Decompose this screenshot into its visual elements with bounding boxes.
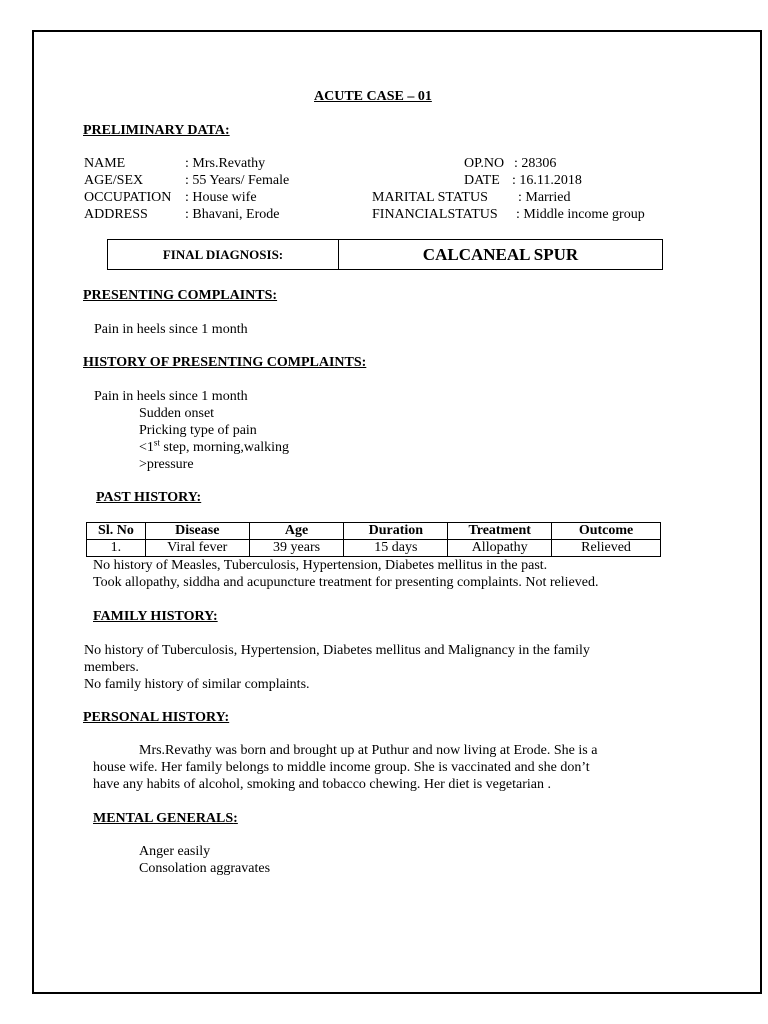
occupation-value: : House wife [185,190,257,205]
marital-value: : Married [518,190,571,205]
opno-label: OP.NO [464,156,505,171]
table-header-row [87,523,661,540]
mental-line2: Consolation aggravates [139,861,271,876]
col-slno: Sl. No [87,523,146,540]
family-line2: members. [84,660,139,675]
past-history-note1: No history of Measles, Tuberculosis, Hypertension, Diabetes mellitus in the past. [93,558,548,573]
past-history-note2: Took allopathy, siddha and acupuncture treatment for presenting complaints. Not relieved. [93,575,599,590]
mental-line1: Anger easily [139,844,211,859]
col-treatment: Treatment [448,523,552,540]
case-title: ACUTE CASE – 01 [314,89,432,104]
financial-value: : Middle income group [516,207,645,222]
hpc-line4-sup: st [153,437,160,448]
age-value: : 55 Years/ Female [185,173,290,188]
hpc-line4 [139,439,289,456]
presenting-text: Pain in heels since 1 month [94,322,248,337]
presenting-heading: PRESENTING COMPLAINTS: [83,288,278,303]
name-label: NAME [84,156,126,171]
age-label: AGE/SEX [84,173,144,188]
mental-generals-heading-wrap [93,810,238,827]
cell-outcome: Relieved [552,540,661,557]
col-outcome: Outcome [552,523,661,540]
cell-treatment: Allopathy [448,540,552,557]
final-diagnosis-label: FINAL DIAGNOSIS: [108,240,339,269]
cell-age: 39 years [249,540,344,557]
address-value: : Bhavani, Erode [185,207,280,222]
date-value: : 16.11.2018 [512,173,582,188]
cell-disease: Viral fever [145,540,249,557]
family-line1: No history of Tuberculosis, Hypertension, Diabetes mellitus and Malignancy in the family [84,643,590,658]
hpc-line3: Pricking type of pain [139,423,257,438]
personal-line3: have any habits of alcohol, smoking and tobacco chewing. Her diet is vegetarian . [93,777,551,792]
hpc-line5: >pressure [139,457,194,472]
col-disease: Disease [145,523,249,540]
family-history-heading: FAMILY HISTORY: [93,609,218,624]
past-history-table [86,522,661,557]
address-label: ADDRESS [84,207,148,222]
final-diagnosis-box [107,239,663,270]
preliminary-heading: PRELIMINARY DATA: [83,123,230,138]
opno-value: : 28306 [514,156,557,171]
mental-generals-heading: MENTAL GENERALS [93,811,234,826]
mental-generals-colon: : [233,811,238,826]
occupation-label: OCCUPATION [84,190,172,205]
marital-label: MARITAL STATUS [372,190,488,205]
personal-line1: Mrs.Revathy was born and brought up at Puthur and now living at Erode. She is a [139,743,598,758]
cell-duration: 15 days [344,540,448,557]
family-line3: No family history of similar complaints. [84,677,310,692]
hpc-line2: Sudden onset [139,406,215,421]
name-value: : Mrs.Revathy [185,156,266,171]
hpc-line1: Pain in heels since 1 month [94,389,248,404]
final-diagnosis-value: CALCANEAL SPUR [422,244,579,264]
col-duration: Duration [344,523,448,540]
hpc-line4-pre: <1 [139,440,154,455]
personal-line2: house wife. Her family belongs to middle income group. She is vaccinated and she don’t [93,760,590,775]
hpc-line4-post: step, morning,walking [159,440,290,455]
past-history-heading: PAST HISTORY: [96,490,202,505]
history-presenting-heading: HISTORY OF PRESENTING COMPLAINTS: [83,355,367,370]
personal-history-heading: PERSONAL HISTORY: [83,710,230,725]
cell-slno: 1. [87,540,146,557]
table-row [87,540,661,557]
financial-label: FINANCIALSTATUS [372,207,498,222]
date-label: DATE [464,173,500,188]
col-age: Age [249,523,344,540]
